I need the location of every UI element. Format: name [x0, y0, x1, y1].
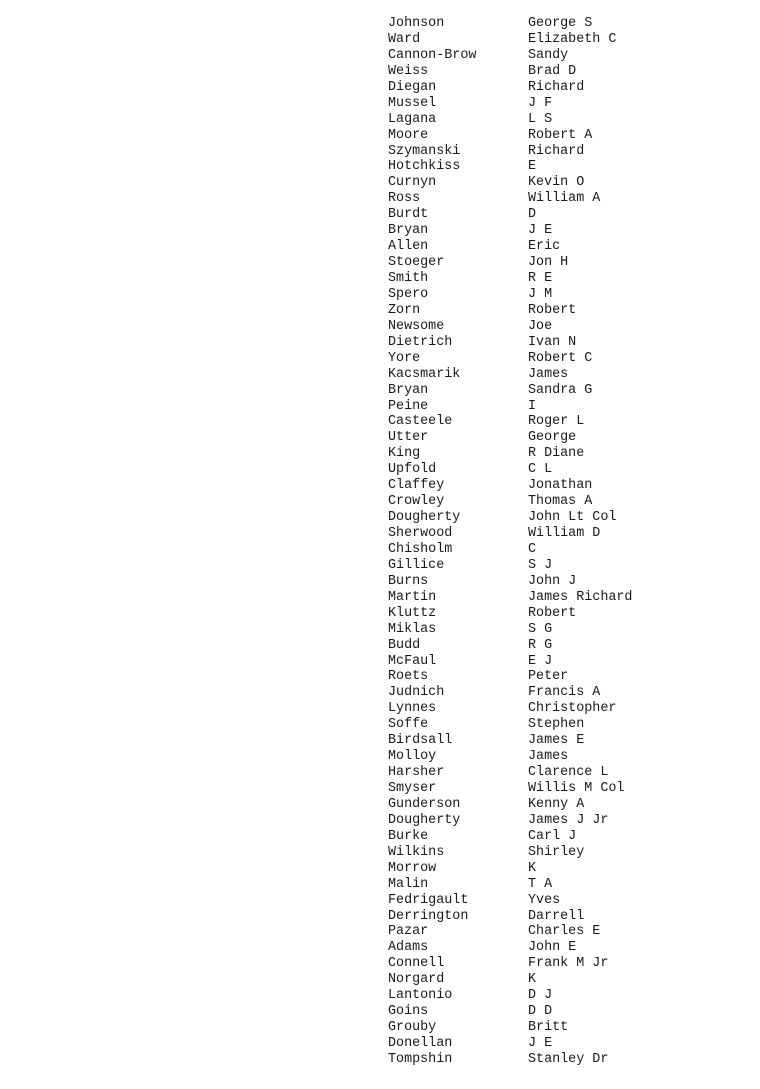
last-name: Upfold	[388, 462, 437, 478]
last-name: Curnyn	[388, 175, 437, 191]
list-item	[388, 829, 758, 845]
list-item	[388, 32, 758, 48]
first-name: Joe	[528, 318, 553, 334]
last-name: Crowley	[388, 494, 445, 510]
first-name: Christopher	[528, 701, 617, 717]
first-name: Shirley	[528, 844, 585, 860]
list-item	[388, 462, 758, 478]
last-name: Diegan	[388, 79, 437, 95]
first-name: R Diane	[528, 446, 585, 462]
last-name: Burke	[388, 828, 429, 844]
list-item	[388, 1036, 758, 1052]
last-name: Bryan	[388, 382, 429, 398]
list-item	[388, 1052, 758, 1068]
last-name: Kluttz	[388, 605, 437, 621]
last-name: Birdsall	[388, 733, 453, 749]
first-name: J E	[528, 223, 553, 239]
list-item	[388, 797, 758, 813]
last-name: Utter	[388, 430, 429, 446]
first-name: James	[528, 749, 569, 765]
list-item	[388, 383, 758, 399]
last-name: Szymanski	[388, 143, 461, 159]
list-item	[388, 159, 758, 175]
last-name: Morrow	[388, 860, 437, 876]
last-name: Lagana	[388, 111, 437, 127]
last-name: Martin	[388, 589, 437, 605]
list-item	[388, 1020, 758, 1036]
list-item	[388, 96, 758, 112]
list-item	[388, 319, 758, 335]
last-name: McFaul	[388, 653, 437, 669]
last-name: Pazar	[388, 924, 429, 940]
list-item	[388, 175, 758, 191]
last-name: Fedrigault	[388, 892, 469, 908]
last-name: Allen	[388, 239, 429, 255]
list-item	[388, 558, 758, 574]
first-name: Peter	[528, 669, 569, 685]
first-name: Richard	[528, 79, 585, 95]
first-name: Robert C	[528, 350, 593, 366]
first-name: K	[528, 972, 537, 988]
last-name: Moore	[388, 127, 429, 143]
list-item	[388, 940, 758, 956]
last-name: Grouby	[388, 1020, 437, 1036]
last-name: Roets	[388, 669, 429, 685]
list-item	[388, 988, 758, 1004]
list-item	[388, 972, 758, 988]
list-item	[388, 191, 758, 207]
last-name: Dougherty	[388, 812, 461, 828]
last-name: Casteele	[388, 414, 453, 430]
last-name: Ward	[388, 31, 421, 47]
first-name: K	[528, 860, 537, 876]
list-item	[388, 16, 758, 32]
list-item	[388, 638, 758, 654]
first-name: Brad D	[528, 63, 577, 79]
first-name: Eric	[528, 239, 561, 255]
first-name: George S	[528, 16, 593, 31]
last-name: Harsher	[388, 765, 445, 781]
last-name: Goins	[388, 1004, 429, 1020]
first-name: William A	[528, 191, 601, 207]
list-item	[388, 144, 758, 160]
first-name: D	[528, 207, 537, 223]
last-name: Hotchkiss	[388, 159, 461, 175]
list-item	[388, 351, 758, 367]
first-name: Sandy	[528, 47, 569, 63]
last-name: Chisholm	[388, 541, 453, 557]
last-name: Molloy	[388, 749, 437, 765]
first-name: Darrell	[528, 908, 585, 924]
list-item	[388, 478, 758, 494]
last-name: Smith	[388, 271, 429, 286]
list-item	[388, 526, 758, 542]
first-name: Charles E	[528, 924, 601, 940]
list-item	[388, 877, 758, 893]
list-item	[388, 542, 758, 558]
first-name: Robert	[528, 302, 577, 318]
first-name: R E	[528, 271, 553, 286]
list-item	[388, 80, 758, 96]
first-name: L S	[528, 111, 553, 127]
first-name: J M	[528, 286, 553, 302]
last-name: Burns	[388, 573, 429, 589]
first-name: James	[528, 366, 569, 382]
first-name: Carl J	[528, 828, 577, 844]
list-item	[388, 494, 758, 510]
first-name: J F	[528, 95, 553, 111]
list-item	[388, 654, 758, 670]
list-item	[388, 271, 758, 287]
first-name: Kevin O	[528, 175, 585, 191]
list-item	[388, 64, 758, 80]
first-name: George	[528, 430, 577, 446]
first-name: Robert A	[528, 127, 593, 143]
list-item	[388, 303, 758, 319]
first-name: Elizabeth C	[528, 31, 617, 47]
first-name: James Richard	[528, 589, 633, 605]
last-name: Adams	[388, 940, 429, 956]
list-item	[388, 223, 758, 239]
first-name: Frank M Jr	[528, 956, 609, 972]
last-name: Yore	[388, 350, 421, 366]
list-item	[388, 1004, 758, 1020]
last-name: Donellan	[388, 1036, 453, 1051]
first-name: E J	[528, 653, 553, 669]
last-name: Lynnes	[388, 701, 437, 717]
first-name: Roger L	[528, 414, 585, 430]
first-name: Richard	[528, 143, 585, 159]
first-name: Britt	[528, 1020, 569, 1036]
list-item	[388, 733, 758, 749]
last-name: Weiss	[388, 63, 429, 79]
first-name: S G	[528, 621, 553, 637]
first-name: Jonathan	[528, 478, 593, 494]
last-name: Kacsmarik	[388, 366, 461, 382]
first-name: R G	[528, 637, 553, 653]
last-name: Dietrich	[388, 334, 453, 350]
last-name: King	[388, 446, 421, 462]
list-item	[388, 287, 758, 303]
list-item	[388, 781, 758, 797]
last-name: Newsome	[388, 318, 445, 334]
last-name: Soffe	[388, 717, 429, 733]
last-name: Gillice	[388, 557, 445, 573]
first-name: S J	[528, 557, 553, 573]
first-name: Sandra G	[528, 382, 593, 398]
list-item	[388, 399, 758, 415]
first-name: John J	[528, 573, 577, 589]
first-name: C L	[528, 462, 553, 478]
list-item	[388, 239, 758, 255]
first-name: D J	[528, 988, 553, 1004]
first-name: D D	[528, 1004, 553, 1020]
first-name: James E	[528, 733, 585, 749]
list-item	[388, 717, 758, 733]
list-item	[388, 255, 758, 271]
first-name: Clarence L	[528, 765, 609, 781]
first-name: T A	[528, 876, 553, 892]
last-name: Gunderson	[388, 796, 461, 812]
last-name: Sherwood	[388, 526, 453, 541]
list-item	[388, 765, 758, 781]
list-item	[388, 430, 758, 446]
last-name: Burdt	[388, 207, 429, 223]
first-name: John E	[528, 940, 577, 956]
last-name: Mussel	[388, 95, 437, 111]
list-item	[388, 128, 758, 144]
first-name: I	[528, 398, 537, 414]
last-name: Connell	[388, 956, 445, 972]
last-name: Johnson	[388, 16, 445, 31]
first-name: Stephen	[528, 717, 585, 733]
last-name: Judnich	[388, 685, 445, 701]
first-name: E	[528, 159, 537, 175]
first-name: Francis A	[528, 685, 601, 701]
last-name: Lantonio	[388, 988, 453, 1004]
first-name: Yves	[528, 892, 561, 908]
list-item	[388, 861, 758, 877]
list-item	[388, 956, 758, 972]
list-item	[388, 813, 758, 829]
list-item	[388, 367, 758, 383]
list-item	[388, 207, 758, 223]
list-item	[388, 574, 758, 590]
last-name: Zorn	[388, 302, 421, 318]
last-name: Stoeger	[388, 255, 445, 271]
list-item	[388, 845, 758, 861]
first-name: William D	[528, 526, 601, 541]
last-name: Peine	[388, 398, 429, 414]
first-name: Ivan N	[528, 334, 577, 350]
last-name: Miklas	[388, 621, 437, 637]
list-item	[388, 590, 758, 606]
last-name: Ross	[388, 191, 421, 207]
list-item	[388, 669, 758, 685]
name-list	[388, 16, 758, 1067]
list-item	[388, 48, 758, 64]
list-item	[388, 414, 758, 430]
last-name: Malin	[388, 876, 429, 892]
first-name: Thomas A	[528, 494, 593, 510]
first-name: Robert	[528, 605, 577, 621]
last-name: Dougherty	[388, 510, 461, 526]
first-name: C	[528, 541, 537, 557]
first-name: Jon H	[528, 255, 569, 271]
list-item	[388, 701, 758, 717]
list-item	[388, 909, 758, 925]
first-name: Willis M Col	[528, 781, 625, 796]
list-item	[388, 749, 758, 765]
last-name: Smyser	[388, 781, 437, 796]
last-name: Wilkins	[388, 844, 445, 860]
last-name: Claffey	[388, 478, 445, 494]
first-name: Stanley Dr	[528, 1051, 609, 1067]
first-name: Kenny A	[528, 796, 585, 812]
last-name: Tompshin	[388, 1051, 453, 1067]
list-item	[388, 685, 758, 701]
last-name: Derrington	[388, 908, 469, 924]
list-item	[388, 893, 758, 909]
last-name: Bryan	[388, 223, 429, 239]
list-item	[388, 335, 758, 351]
first-name: John Lt Col	[528, 510, 617, 526]
last-name: Norgard	[388, 972, 445, 988]
last-name: Budd	[388, 637, 421, 653]
list-item	[388, 606, 758, 622]
last-name: Cannon-Brow	[388, 47, 477, 63]
first-name: J E	[528, 1036, 553, 1051]
list-item	[388, 446, 758, 462]
list-item	[388, 112, 758, 128]
list-item	[388, 510, 758, 526]
last-name: Spero	[388, 286, 429, 302]
first-name: James J Jr	[528, 812, 609, 828]
list-item	[388, 924, 758, 940]
list-item	[388, 622, 758, 638]
